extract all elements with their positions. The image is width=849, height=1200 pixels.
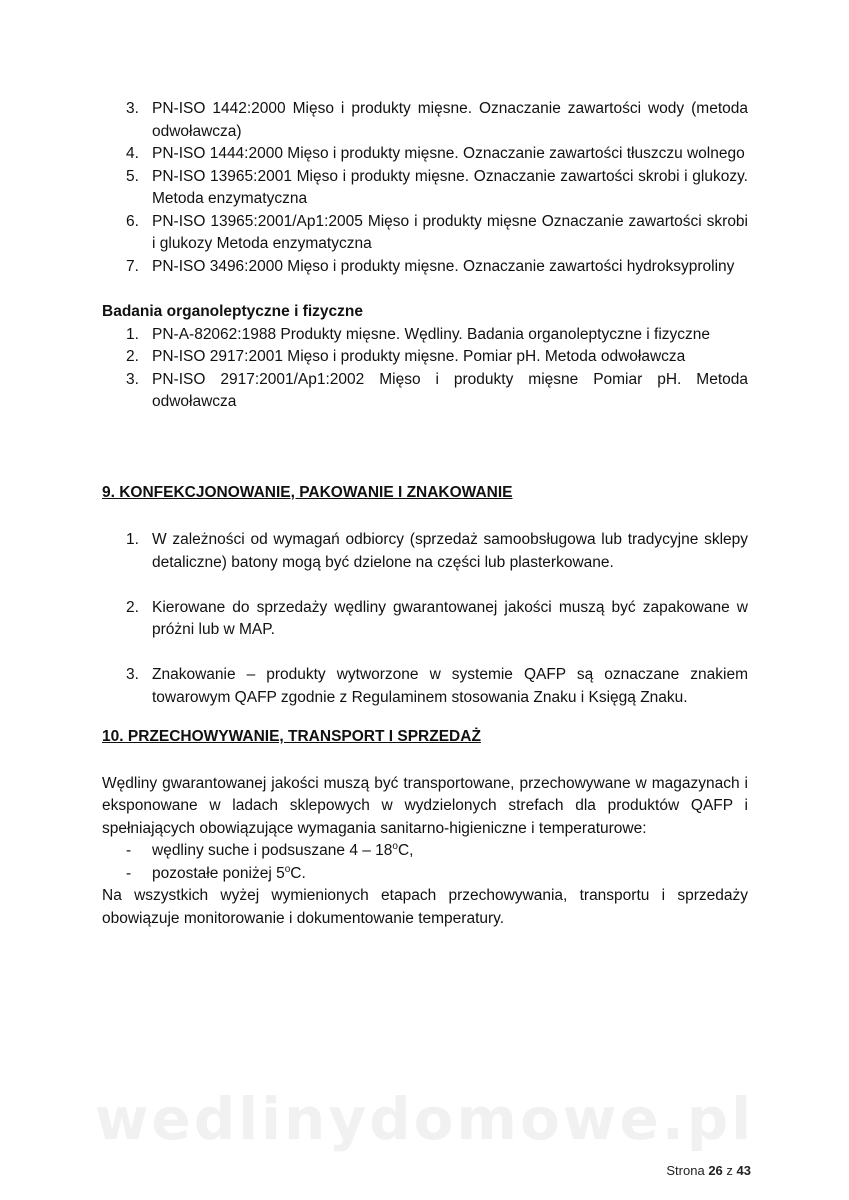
watermark: wedlinydomowe.pl xyxy=(94,1085,755,1153)
organoleptic-heading: Badania organoleptyczne i fizyczne xyxy=(102,303,363,320)
section-9-list xyxy=(102,529,748,709)
list-item: 4. PN-ISO 1444:2000 Mięso i produkty mięsne. Oznaczanie zawartości tłuszczu wolnego xyxy=(126,145,745,162)
section-9-title: 9. KONFEKCJONOWANIE, PAKOWANIE I ZNAKOWANIE xyxy=(102,483,513,501)
list-item: 2. Kierowane do sprzedaży wędliny gwarantowanej jakości muszą być zapakowane w próżni lub w MAP. xyxy=(126,598,748,638)
section-10-intro: Wędliny gwarantowanej jakości muszą być transportowane, przechowywane w magazynach i eksponowane w ladach sklepowych w wydzielonych strefach dla produktów QAFP i spełniających obowiązujące wymagania sanitarno-higieniczne i temperaturowe: xyxy=(102,774,748,837)
section-10-title: 10. PRZECHOWYWANIE, TRANSPORT I SPRZEDAŻ xyxy=(102,728,481,745)
list-item: - wędliny suche i podsuszane 4 – 18$^o$C, xyxy=(126,840,414,859)
list-item: 3. PN-ISO 2917:2001/Ap1:2002 Mięso i produkty mięsne Pomiar pH. Metoda odwoławcza xyxy=(126,370,748,410)
list-item: 3. PN-ISO 1442:2000 Mięso i produkty mięsne. Oznaczanie zawartości wody (metoda odwoławcza) xyxy=(126,100,748,140)
list-item: 2. PN-ISO 2917:2001 Mięso i produkty mięsne. Pomiar pH. Metoda odwoławcza xyxy=(126,348,686,365)
section-10-outro: Na wszystkich wyżej wymienionych etapach przechowywania, transportu i sprzedaży obowiązuje monitorowanie i dokumentowanie temperatury. xyxy=(102,887,748,927)
list-item: 3. Znakowanie – produkty wytworzone w systemie QAFP są oznaczane znakiem towarowym QAFP zgodnie z Regulaminem stosowania Znaku i Księgą Znaku. xyxy=(126,666,748,706)
page-footer: Strona 26 z 43 xyxy=(666,1163,751,1178)
list-item: 5. PN-ISO 13965:2001 Mięso i produkty mięsne. Oznaczanie zawartości skrobi i glukozy. Metoda enzymatyczna xyxy=(126,167,748,207)
document-page xyxy=(102,98,748,930)
organoleptic-list xyxy=(102,324,748,414)
list-item: 1. PN-A-82062:1988 Produkty mięsne. Wędliny. Badania organoleptyczne i fizyczne xyxy=(126,325,711,343)
list-item: 1. W zależności od wymagań odbiorcy (sprzedaż samoobsługowa lub tradycyjne sklepy detaliczne) batony mogą być dzielone na części lub plasterkowane. xyxy=(126,531,748,571)
list-item: 6. PN-ISO 13965:2001/Ap1:2005 Mięso i produkty mięsne Oznaczanie zawartości skrobi i glukozy Metoda enzymatyczna xyxy=(126,212,748,252)
list-item: - pozostałe poniżej 5$^o$C. xyxy=(126,863,306,882)
list-item: 7. PN-ISO 3496:2000 Mięso i produkty mięsne. Oznaczanie zawartości hydroksyproliny xyxy=(126,257,735,275)
methods-list xyxy=(102,98,748,278)
